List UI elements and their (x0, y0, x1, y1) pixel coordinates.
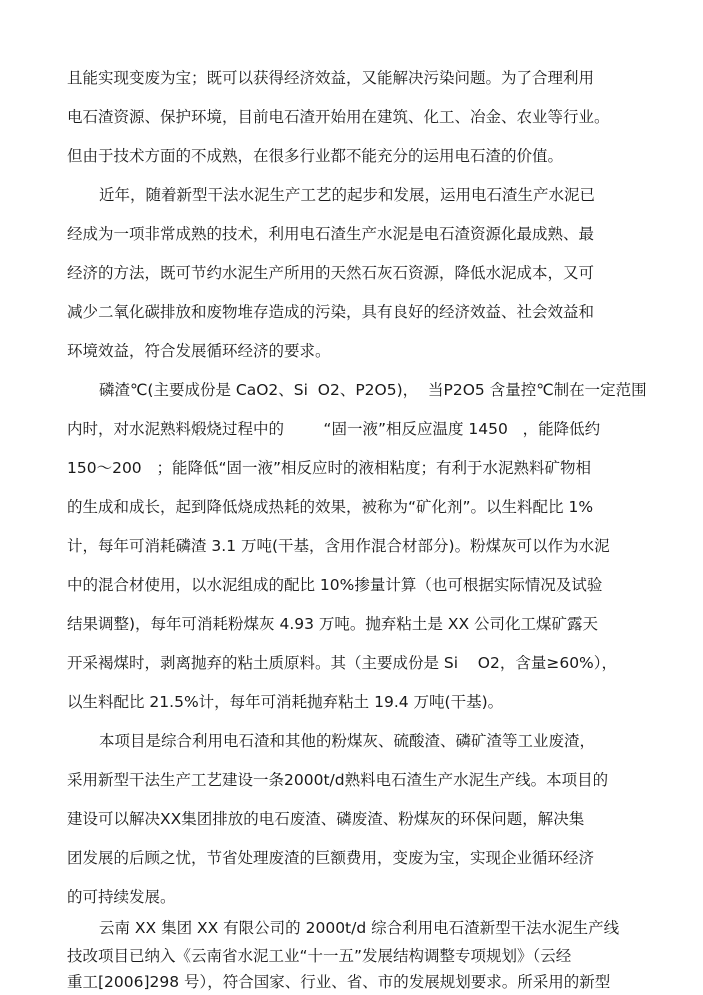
p1-line-1: 且能实现变废为宝；既可以获得经济效益，又能解决污染问题。为了合理利用 (67, 69, 595, 87)
p4-line-1: 本项目是综合利用电石渣和其他的粉煤灰、硫酸渣、磷矿渣等工业废渣， (99, 732, 596, 750)
p4-line-2: 采用新型干法生产工艺建设一条2000t/d熟料电石渣生产水泥生产线。本项目的 (67, 771, 609, 789)
p1-line-2: 电石渣资源、保护环境，目前电石渣开始用在建筑、化工、冶金、农业等行业。 (67, 108, 610, 126)
p3-line-9: 以生料配比 21.5%计，每年可消耗抛弃粘土 19.4 万吨(干基)。 (67, 693, 504, 711)
p3-line-6: 中的混合材使用，以水泥组成的配比 10%掺量计算（也可根据实际情况及试验 (67, 576, 603, 594)
p2-line-4: 减少二氧化碳排放和废物堆存造成的污染，具有良好的经济效益、社会效益和 (67, 303, 595, 321)
p3-line-8: 开采褐煤时，剥离抛弃的粘土质原料。其（主要成份是 Si O2，含量≥60%）， (67, 654, 618, 672)
p4-line-3: 建设可以解决XX集团排放的电石废渣、磷废渣、粉煤灰的环保问题，解决集 (67, 810, 585, 828)
p2-line-2: 经成为一项非常成熟的技术，利用电石渣生产水泥是电石渣资源化最成熟、最 (67, 225, 595, 243)
p4-line-5: 的可持续发展。 (67, 888, 176, 906)
p4-line-4: 团发展的后顾之忧，节省处理废渣的巨额费用，变废为宝，实现企业循环经济 (67, 849, 595, 867)
p3-line-3: 150～200 ；能降低“固一液”相反应时的液相粘度；有利于水泥熟料矿物相 (67, 459, 592, 477)
p5-line-3: 重工[2006]298 号），符合国家、行业、省、市的发展规划要求。所采用的新型 (67, 973, 611, 991)
p2-line-5: 环境效益，符合发展循环经济的要求。 (67, 342, 331, 360)
p3-line-2: 内时，对水泥熟料煅烧过程中的 “固一液”相反应温度 1450 ，能降低约 (67, 420, 601, 438)
p2-line-3: 经济的方法，既可节约水泥生产所用的天然石灰石资源，降低水泥成本，又可 (67, 264, 595, 282)
p5-line-1: 云南 XX 集团 XX 有限公司的 2000t/d 综合利用电石渣新型干法水泥生产线 (99, 919, 620, 937)
p3-line-7: 结果调整)，每年可消耗粉煤灰 4.93 万吨。抛弃粘土是 XX 公司化工煤矿露天 (67, 615, 599, 633)
p5-line-2: 技改项目已纳入《云南省水泥工业“十一五”发展结构调整专项规划》（云经 (67, 947, 572, 965)
p1-line-3: 但由于技术方面的不成熟，在很多行业都不能充分的运用电石渣的价值。 (67, 147, 564, 165)
p3-line-1: 磷渣℃(主要成份是 CaO2、Si O2、P2O5)， 当P2O5 含量控℃制在一定范围 (99, 381, 647, 399)
p3-line-4: 的生成和成长，起到降低烧成热耗的效果，被称为“矿化剂”。以生料配比 1% (67, 498, 594, 516)
p2-line-1: 近年，随着新型干法水泥生产工艺的起步和发展，运用电石渣生产水泥已 (99, 186, 596, 204)
p3-line-5: 计，每年可消耗磷渣 3.1 万吨(干基，含用作混合材部分)。粉煤灰可以作为水泥 (67, 537, 610, 555)
